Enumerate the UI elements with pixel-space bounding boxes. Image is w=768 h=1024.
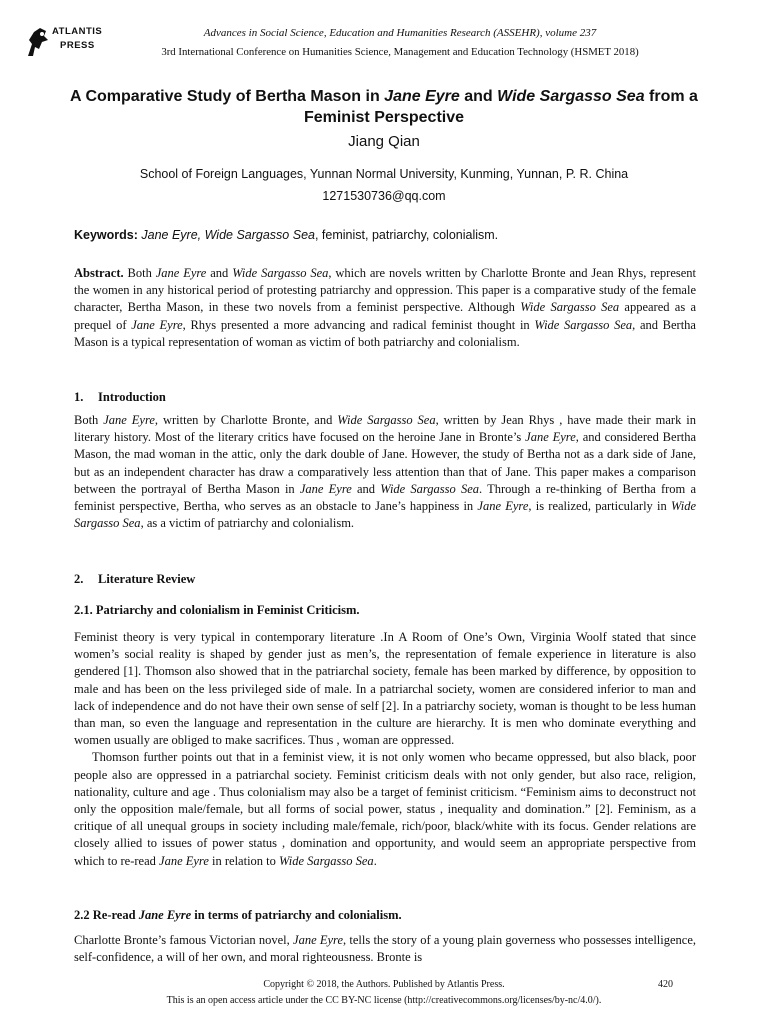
section-heading-introduction: 1. Introduction: [74, 390, 166, 404]
paper-title: A Comparative Study of Bertha Mason in Jane Eyre and Wide Sargasso Sea from a Feminist Perspective: [70, 88, 698, 126]
paragraph: Thomson further points out that in a feminist view, it is not only women who became oppressed, but also black, poor people also are oppressed in a patriarchal society. Feminist criticism deals with not only gender, but also race, religion, nationality, culture and age . Thus colonialism may also be a target of feminist criticism. “Feminism aims to deconstruct not only the opposition male/female, but all forms of social power, status , inequality and domination.” [2]. Feminism, as a critique of all unequal groups in society including male/female, rich/poor, black/white with its focus. Gender relations are closely allied to issues of power status , domination and opportunity, and would seem an appropriate perspective from which to re-read Jane Eyre in relation to Wide Sargasso Sea.: [74, 750, 696, 868]
subsection-heading-2-2: 2.2 Re-read Jane Eyre in terms of patriarchy and colonialism.: [74, 908, 402, 922]
subsection-heading-2-1: 2.1. Patriarchy and colonialism in Feminist Criticism.: [74, 603, 360, 617]
subsection-2-1-body: [74, 629, 696, 870]
author-email: 1271530736@qq.com: [322, 189, 446, 203]
keywords: Keywords: Jane Eyre, Wide Sargasso Sea, feminist, patriarchy, colonialism.: [74, 228, 499, 242]
abstract-label: Abstract.: [74, 266, 124, 280]
author-affiliation: School of Foreign Languages, Yunnan Normal University, Kunming, Yunnan, P. R. China: [139, 167, 629, 181]
conference-title: 3rd International Conference on Humanities Science, Management and Education Technology (HSMET 2018): [161, 46, 639, 58]
journal-title: Advances in Social Science, Education and Humanities Research (ASSEHR), volume 237: [203, 27, 597, 39]
atlantis-logo-icon: [22, 22, 52, 60]
keywords-label: Keywords:: [74, 228, 138, 242]
abstract: Abstract. Both Jane Eyre and Wide Sargasso Sea, which are novels written by Charlotte Bronte and Jean Rhys, represent the women in any historical period of protesting patriarchy and oppression. This paper is a comparative study of the female character, Bertha Mason, in these two novels from a feminist perspective. Although Wide Sargasso Sea appeared as a prequel of Jane Eyre, Rhys presented a more advancing and radical feminist thought in Wide Sargasso Sea, and Bertha Mason is a typical representation of woman as victim of both patriarchy and colonialism.: [74, 266, 697, 349]
publisher-name-line2: PRESS: [60, 40, 95, 51]
publisher-name-line1: ATLANTIS: [52, 26, 103, 37]
introduction-paragraph: Both Jane Eyre, written by Charlotte Bronte, and Wide Sargasso Sea, written by Jean Rhys , have made their mark in literary history. Most of the literary critics have focused on the heroine Jane in Bronte’s Jane Eyre, and considered Bertha Mason, the mad woman in the attic, only the dark double of Jane. However, the study of Bertha not as a dark side of Jane, but as an independent character has draw a comparatively less attention than that of Jane. This paper makes a comparison between the portrayal of Bertha Mason in Jane Eyre and Wide Sargasso Sea. Through a re-thinking of Bertha from a feminist perspective, Bertha, who serves as an obstacle to Jane’s happiness in Jane Eyre, is realized, particularly in Wide Sargasso Sea, as a victim of patriarchy and colonialism.: [74, 413, 696, 531]
footer-license: This is an open access article under the CC BY-NC license (http://creativecommons.org/licenses/by-nc/4.0/).: [166, 995, 602, 1006]
footer-copyright: Copyright © 2018, the Authors. Published by Atlantis Press.: [263, 979, 505, 990]
paragraph: Feminist theory is very typical in contemporary literature .In A Room of One’s Own, Virginia Woolf stated that since women’s social reality is shaped by gender just as men’s, the representation of female experience in literature is also gendered [1]. Thomson also showed that in the patriarchal society, female has been marked by difference, by opposition to male and has been on the less privileged side of male. In a patriarchal society, women are considered inferior to man and lack of independence and do not have their own sense of self [2]. In a patriarchy society, woman is thought to be less human than man, so even the language and representation in the culture are hierarchy. It is men who dominate everything and women usually are obliged to make sacrifices. Thus , woman are oppressed.: [74, 630, 696, 748]
publisher-logo: [22, 22, 132, 62]
subsection-2-2-body: Charlotte Bronte’s famous Victorian novel, Jane Eyre, tells the story of a young plain governess who possesses intelligence, self-confidence, a will of her own, and moral righteousness. Bronte is: [74, 933, 697, 965]
author-name: Jiang Qian: [348, 133, 420, 150]
section-heading-literature-review: 2. Literature Review: [74, 572, 196, 586]
page-number: 420: [658, 979, 673, 990]
